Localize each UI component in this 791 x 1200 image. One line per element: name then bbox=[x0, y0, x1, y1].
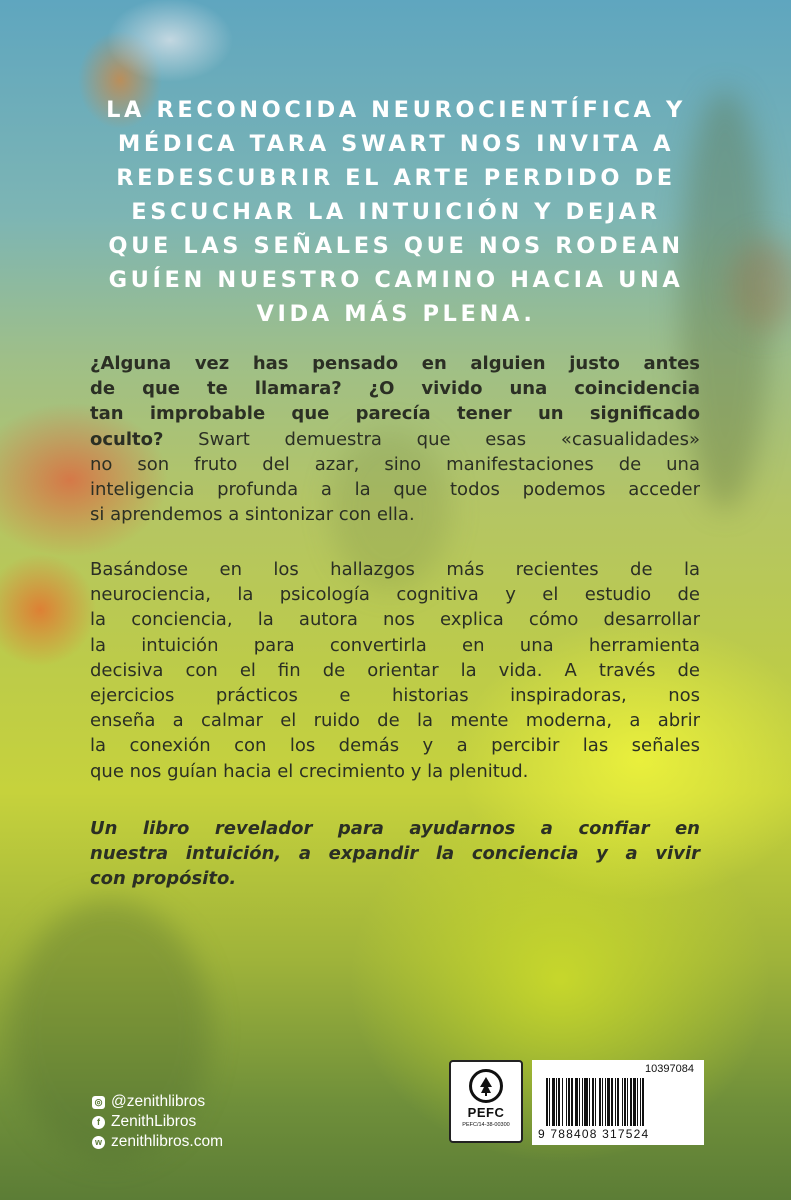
body-line: neurociencia, la psicología cognitiva y el estudio de bbox=[90, 584, 700, 606]
social-web[interactable] bbox=[92, 1132, 312, 1152]
intro-line: ¿Alguna vez has pensado en alguien justo antes bbox=[90, 353, 700, 374]
barcode-bar bbox=[568, 1078, 570, 1126]
barcode-bar bbox=[617, 1078, 619, 1126]
body-line: la conciencia, la autora nos explica cómo desarrollar bbox=[90, 609, 700, 631]
barcode-bar bbox=[589, 1078, 590, 1126]
barcode-bar bbox=[640, 1078, 641, 1126]
facebook-icon: f bbox=[92, 1116, 105, 1129]
background-bud-blur bbox=[730, 240, 791, 330]
barcode-bar bbox=[558, 1078, 560, 1126]
barcode-bar bbox=[582, 1078, 583, 1126]
barcode-bar bbox=[642, 1078, 644, 1126]
barcode-bar bbox=[622, 1078, 623, 1126]
barcode-bar bbox=[637, 1078, 638, 1126]
closing-line: con propósito. bbox=[90, 868, 237, 890]
barcode-bar bbox=[566, 1078, 567, 1126]
social-links bbox=[92, 1092, 312, 1152]
intro-fragment: Swart demuestra que esas «casualidades» bbox=[163, 428, 700, 450]
tagline-line: LA RECONOCIDA NEUROCIENTÍFICA Y bbox=[106, 97, 686, 123]
barcode-bar bbox=[556, 1078, 557, 1126]
closing-line: nuestra intuición, a expandir la conciencia y a vivir bbox=[90, 843, 700, 865]
body-paragraph bbox=[90, 557, 700, 784]
tagline-line: GUÍEN NUESTRO CAMINO HACIA UNA bbox=[108, 267, 684, 293]
barcode-bar bbox=[584, 1078, 588, 1126]
body-line: que nos guían hacia el crecimiento y la plenitud. bbox=[90, 760, 529, 782]
barcode-bar bbox=[624, 1078, 626, 1126]
tagline-line: MÉDICA TARA SWART NOS INVITA A bbox=[117, 131, 675, 157]
barcode-bar bbox=[599, 1078, 601, 1126]
barcode-bar bbox=[607, 1078, 610, 1126]
facebook-handle: ZenithLibros bbox=[111, 1113, 197, 1130]
barcode-bar bbox=[575, 1078, 578, 1126]
tagline-line: QUE LAS SEÑALES QUE NOS RODEAN bbox=[108, 233, 684, 259]
barcode-bar bbox=[549, 1078, 550, 1126]
pefc-code: PEFC/14-38-00300 bbox=[462, 1122, 510, 1128]
closing-line: Un libro revelador para ayudarnos a confiar en bbox=[90, 818, 700, 839]
barcode-bar bbox=[627, 1078, 628, 1126]
body-line: ejercicios prácticos e historias inspiradoras, nos bbox=[90, 685, 700, 707]
intro-line bbox=[90, 427, 700, 452]
intro-line: tan improbable que parecía tener un significado bbox=[90, 403, 700, 425]
tagline-line: REDESCUBRIR EL ARTE PERDIDO DE bbox=[116, 165, 676, 191]
barcode-bar bbox=[592, 1078, 594, 1126]
barcode-bar bbox=[633, 1078, 636, 1126]
body-line: la intuición para convertirla en una herramienta bbox=[90, 634, 700, 656]
tagline-line: ESCUCHAR LA INTUICIÓN Y DEJAR bbox=[131, 199, 661, 225]
intro-line: si aprendemos a sintonizar con ella. bbox=[90, 504, 415, 526]
barcode-bar bbox=[562, 1078, 563, 1126]
intro-line: inteligencia profunda a la que todos podemos acceder bbox=[90, 479, 700, 501]
web-icon: w bbox=[92, 1136, 105, 1149]
body-line: Basándose en los hallazgos más recientes de la bbox=[90, 559, 700, 580]
body-line: decisiva con el fin de orientar la vida. A través de bbox=[90, 659, 700, 681]
intro-line: no son fruto del azar, sino manifestaciones de una bbox=[90, 453, 700, 475]
body-line: enseña a calmar el ruido de la mente moderna, a abrir bbox=[90, 710, 700, 732]
tagline bbox=[80, 93, 712, 331]
intro-bold-fragment: oculto? bbox=[90, 428, 164, 450]
intro-paragraph bbox=[90, 351, 700, 527]
barcode bbox=[532, 1060, 704, 1145]
pefc-tree-icon bbox=[469, 1069, 503, 1103]
instagram-handle: @zenithlibros bbox=[111, 1093, 206, 1110]
barcode-bar bbox=[546, 1078, 548, 1126]
barcode-bar bbox=[630, 1078, 632, 1126]
instagram-icon: ◎ bbox=[92, 1096, 105, 1109]
barcode-bar bbox=[595, 1078, 596, 1126]
barcode-bars bbox=[546, 1078, 692, 1126]
website-url: zenithlibros.com bbox=[111, 1133, 223, 1150]
closing-paragraph bbox=[90, 816, 700, 892]
body-line: la conexión con los demás y a percibir las señales bbox=[90, 735, 700, 757]
pefc-certification-logo bbox=[449, 1060, 523, 1143]
barcode-bar bbox=[611, 1078, 613, 1126]
barcode-bar bbox=[615, 1078, 616, 1126]
intro-line: de que te llamara? ¿O vivido una coincidencia bbox=[90, 378, 700, 400]
barcode-bar bbox=[602, 1078, 603, 1126]
tagline-line: VIDA MÁS PLENA. bbox=[256, 301, 536, 327]
barcode-bar bbox=[571, 1078, 573, 1126]
barcode-bar bbox=[579, 1078, 580, 1126]
social-facebook[interactable] bbox=[92, 1112, 312, 1132]
pefc-label: PEFC bbox=[467, 1105, 505, 1120]
social-instagram[interactable] bbox=[92, 1092, 312, 1112]
barcode-bar bbox=[605, 1078, 606, 1126]
product-code: 10397084 bbox=[645, 1063, 694, 1075]
isbn-digits: 9 788408 317524 bbox=[538, 1127, 650, 1141]
barcode-bar bbox=[552, 1078, 555, 1126]
